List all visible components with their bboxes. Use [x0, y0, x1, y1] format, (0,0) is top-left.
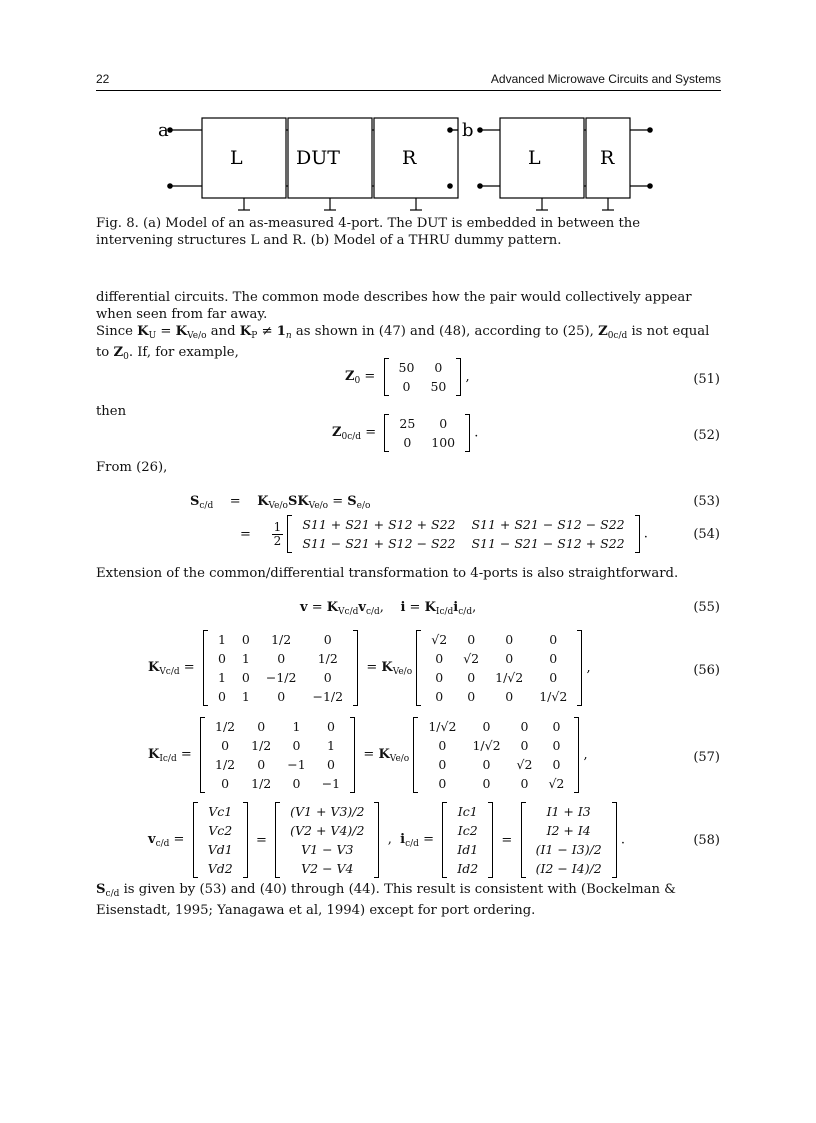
- matrix-k57: [207, 717, 348, 793]
- matrix-cell: 0: [552, 757, 561, 772]
- matrix-cell: 0: [326, 757, 335, 772]
- block-a-1: L: [230, 147, 243, 169]
- matrix-cell: 0: [241, 670, 250, 685]
- paragraph-1: differential circuits. The common mode describes how the pair would collectively appear when seen from far away.: [96, 290, 692, 322]
- matrix-cell: −1: [287, 757, 306, 772]
- header-rule: [96, 90, 721, 91]
- matrix-cell: 0: [520, 738, 529, 753]
- equation-55: $v = K_{Vc/d}v_{c/d}$, $i = K_{Ic/d}i_{c/d}$,: [300, 600, 477, 617]
- page-number: 22: [96, 72, 110, 86]
- matrix-cell: 0: [520, 776, 529, 791]
- matrix-cell: 0: [549, 632, 558, 647]
- text-then: then: [96, 404, 127, 419]
- matrix-ie58: [528, 802, 610, 878]
- matrix-cell: 1/2: [215, 719, 236, 734]
- equation-54: = $\frac{1}{2}$ S11 + S21 + S12 + S22 S11 + S21 − S12 − S22 S11 − S21 + S12 − S22 S11 − S21 − S12 + S22 .: [240, 517, 648, 551]
- matrix-cell: 0: [277, 651, 286, 666]
- block-b-1: L: [528, 147, 541, 169]
- matrix-cell: 0: [241, 632, 250, 647]
- matrix-cell: 0: [482, 757, 491, 772]
- matrix-cell: 1/2: [215, 757, 236, 772]
- matrix-cell: I2 + I4: [546, 823, 591, 838]
- equation-51: $Z_0$ = 50 0 0 50 ,: [345, 360, 470, 394]
- matrix-cell: I1 + I3: [546, 804, 591, 819]
- matrix-cell: (V2 + V4)/2: [290, 823, 365, 838]
- matrix-cell: (I1 − I3)/2: [535, 842, 602, 857]
- matrix-cell: √2: [548, 776, 565, 791]
- matrix-cell: −1/2: [312, 689, 344, 704]
- matrix-k56: [210, 630, 351, 706]
- matrix-cell: 0: [277, 689, 286, 704]
- matrix-i58: [449, 802, 486, 878]
- eq-number-55: (55): [693, 600, 720, 615]
- eq-number-51: (51): [693, 372, 720, 387]
- matrix-cell: 0: [217, 689, 226, 704]
- matrix-cell: Vd2: [207, 861, 233, 876]
- block-b-2: R: [600, 147, 615, 169]
- matrix-cell: 1/2: [251, 738, 272, 753]
- matrix-cell: Vd1: [207, 842, 233, 857]
- matrix-cell: 0: [435, 689, 444, 704]
- matrix-cell: 1/√2: [539, 689, 568, 704]
- matrix-cell: 0: [435, 670, 444, 685]
- matrix-cell: 1/√2: [428, 719, 457, 734]
- page-header: [96, 72, 721, 86]
- matrix-cell: Vc1: [208, 804, 233, 819]
- matrix-cell: 1/√2: [472, 738, 501, 753]
- matrix-cell: Id2: [457, 861, 479, 876]
- label-b: b: [462, 120, 474, 141]
- matrix-cell: 1: [217, 670, 226, 685]
- equation-52: $Z_{0c/d}$ = 25 0 0 100 .: [332, 416, 479, 450]
- running-title: Advanced Microwave Circuits and Systems: [490, 72, 721, 86]
- matrix-cell: 1: [217, 632, 226, 647]
- block-a-2: DUT: [296, 147, 340, 169]
- matrix-cell: 0: [467, 689, 476, 704]
- matrix-cell: 0: [552, 738, 561, 753]
- block-a-3: R: [402, 147, 417, 169]
- matrix-cell: 0: [549, 670, 558, 685]
- matrix-cell: −1: [321, 776, 341, 791]
- matrix-cell: 0: [326, 719, 335, 734]
- eq-number-53: (53): [693, 494, 720, 509]
- figure-8: [150, 112, 670, 217]
- eq-number-58: (58): [693, 833, 720, 848]
- matrix-cell: 1: [241, 689, 250, 704]
- equation-58: $v_{c/d}$ = Vc1 Vc2 Vd1 Vd2 = (V1 + V3)/2 (V2 + V4)/2 V1 − V3 V2 − V4 , $i_{c/d}$ = Ic1 Ic2 Id1 Id2 = I1 + I3 I2 + I4 (I1 − I3)/2 (I2 − I4)/2 .: [148, 804, 625, 876]
- equation-53: $S_{c/d}$ = $K_{Ve/o}SK_{Ve/o} = S_{e/o}$: [190, 494, 371, 511]
- matrix-cell: 0: [292, 738, 301, 753]
- paragraph-since: Since $K_U = K_{Ve/o}$ and $K_P \ne 1_n$ as shown in (47) and (48), according to (25), $Z_{0c/d}$ is not equal to $Z_0$. If, for example,: [96, 324, 710, 362]
- matrix-cell: Ic2: [457, 823, 478, 838]
- matrix-cell: Id1: [457, 842, 479, 857]
- matrix-cell: 1/2: [271, 632, 292, 647]
- matrix-cell: 0: [505, 632, 514, 647]
- matrix-cell: (I2 − I4)/2: [535, 861, 602, 876]
- matrix-cell: 0: [292, 776, 301, 791]
- matrix-cell: Ic1: [457, 804, 478, 819]
- matrix-cell: 1/2: [317, 651, 338, 666]
- matrix-cell: 0: [520, 719, 529, 734]
- matrix-cell: 0: [552, 719, 561, 734]
- matrix-cell: −1/2: [265, 670, 297, 685]
- equation-57: $K_{Ic/d}$ = 1/2 0 1 0 0 1/2 0 1 1/2 0 −1 0 0 1/2 0 −1 = $K_{Ve/o}$ 1/√2 0 0 0 0 1/√2 0 0 0 0 √2 0 0 0 0 √2 ,: [148, 719, 588, 791]
- matrix-v58: [200, 802, 241, 878]
- matrix-cell: 0: [505, 651, 514, 666]
- matrix-cell: 0: [257, 757, 266, 772]
- matrix-cell: √2: [431, 632, 448, 647]
- matrix-cell: 0: [435, 651, 444, 666]
- text-from26: From (26),: [96, 460, 168, 475]
- matrix-cell: 0: [467, 632, 476, 647]
- matrix-cell: 1/√2: [495, 670, 524, 685]
- eq-number-52: (52): [693, 428, 720, 443]
- matrix-cell: 0: [438, 776, 447, 791]
- eq-number-54: (54): [693, 527, 720, 542]
- matrix-cell: 0: [482, 719, 491, 734]
- paragraph-final: $S_{c/d}$ is given by (53) and (40) through (44). This result is consistent with (Bockelman & Eisenstadt, 1995; Yanagawa et al, 1994) except for port ordering.: [96, 882, 676, 918]
- matrix-cell: V2 − V4: [301, 861, 354, 876]
- matrix-cell: Vc2: [208, 823, 233, 838]
- matrix-cell: 0: [323, 670, 332, 685]
- equation-56: $K_{Vc/d}$ = 1 0 1/2 0 0 1 0 1/2 1 0 −1/2 0 0 1 0 −1/2 = $K_{Ve/o}$ √2 0 0 0 0 √2 0 0 0 0 1/√2 0 0 0 0 1/√2 ,: [148, 632, 591, 704]
- label-a: a: [158, 120, 169, 141]
- matrix-v57: [420, 717, 572, 793]
- matrix-cell: 0: [482, 776, 491, 791]
- matrix-v56: [423, 630, 575, 706]
- matrix-cell: V1 − V3: [301, 842, 354, 857]
- figure-caption: Fig. 8. (a) Model of an as-measured 4-port. The DUT is embedded in between the intervening structures L and R. (b) Model of a THRU dummy pattern.: [96, 216, 641, 248]
- matrix-cell: 0: [549, 651, 558, 666]
- matrix-cell: √2: [516, 757, 533, 772]
- matrix-cell: 0: [438, 738, 447, 753]
- matrix-cell: 0: [257, 719, 266, 734]
- eq-number-57: (57): [693, 750, 720, 765]
- matrix-cell: 1: [326, 738, 335, 753]
- matrix-cell: 1/2: [251, 776, 272, 791]
- matrix-ve58: [282, 802, 372, 878]
- matrix-cell: 0: [467, 670, 476, 685]
- matrix-cell: 0: [217, 651, 226, 666]
- matrix-cell: 1: [241, 651, 250, 666]
- eq-number-56: (56): [693, 663, 720, 678]
- matrix-cell: 0: [221, 776, 230, 791]
- matrix-cell: 0: [323, 632, 332, 647]
- text-extension: Extension of the common/differential transformation to 4-ports is also straightforward.: [96, 566, 679, 581]
- matrix-cell: √2: [463, 651, 480, 666]
- matrix-cell: (V1 + V3)/2: [290, 804, 365, 819]
- matrix-cell: 0: [438, 757, 447, 772]
- matrix-cell: 1: [292, 719, 301, 734]
- matrix-cell: 0: [505, 689, 514, 704]
- matrix-cell: 0: [221, 738, 230, 753]
